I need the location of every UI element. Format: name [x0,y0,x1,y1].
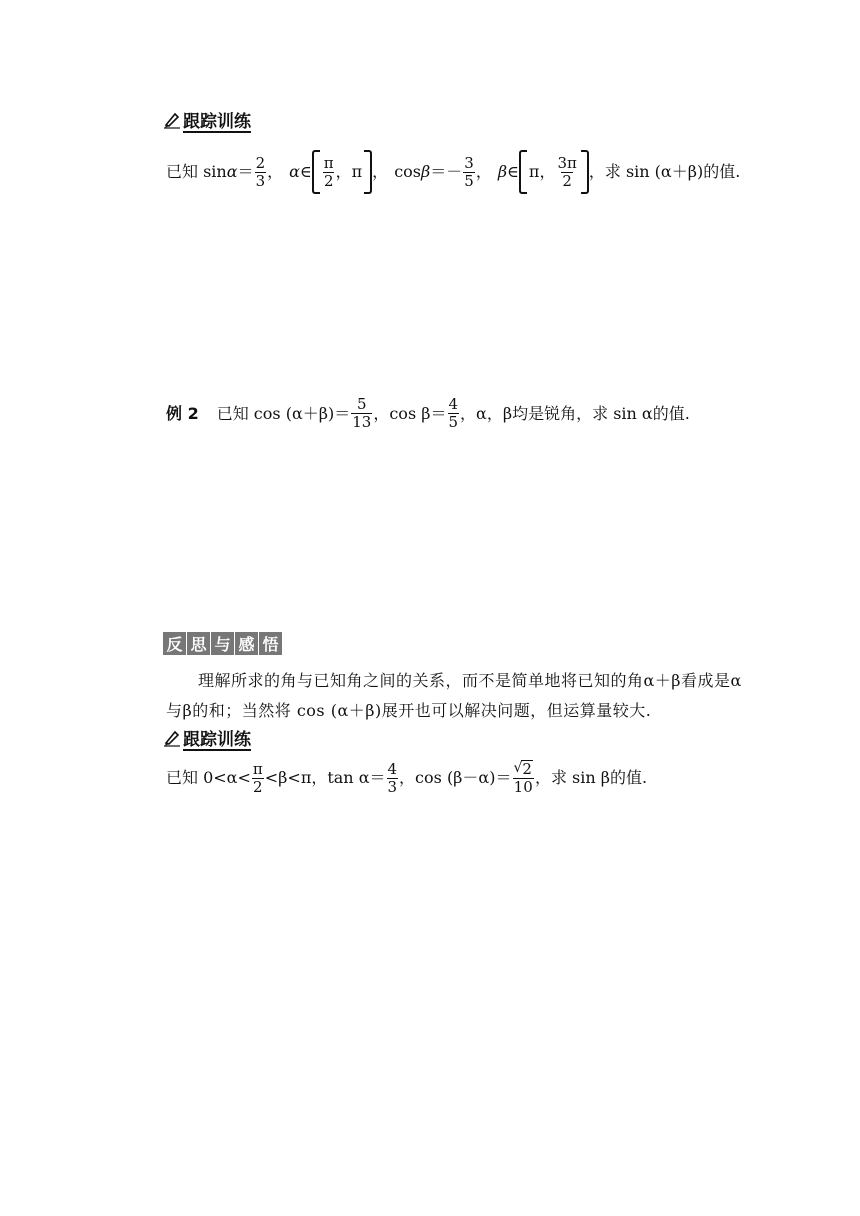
fraction: $\frac{3}{5}$ [464,153,474,190]
fraction: $\frac{3\pi}{2}$ [557,153,577,190]
left-bracket [519,150,527,194]
fraction: $\frac{4}{3}$ [387,759,398,796]
tracking-training-heading-1 [163,107,251,132]
left-bracket [312,150,320,194]
fraction: √ 2 10 [513,760,533,796]
tracking-training-heading-2 [163,725,251,750]
fraction: $\frac{2}{3}$ [255,153,266,190]
problem-1: 已知 sin α ＝ $\frac{2}{3}$ ， α ∈ $\frac{\pi}{2}$ ， π ， cos β ＝－ $\frac{3}{5}$ ， β ∈ π ， $\frac{3\pi}{2}$ ，求 sin (α＋β)的值. [166,150,740,194]
reflection-badge: 反 思 与 感 悟 [163,632,282,655]
pencil-icon [163,111,181,129]
pencil-icon [163,729,181,747]
reflection-text: 理解所求的角与已知角之间的关系，而不是简单地将已知的角α＋β看成是α与β的和；当然将 cos (α＋β)展开也可以解决问题，但运算量较大. [166,671,742,720]
sqrt: √ 2 [513,760,532,778]
heading-text: 跟踪训练 [183,730,251,750]
fraction: $\frac{\pi}{2}$ [323,153,334,190]
fraction: $\frac{4}{5}$ [448,395,459,431]
problem-2: 已知 0<α< $\frac{\pi}{2}$ <β<π，tan α＝ $\frac{4}{3}$ ，cos (β－α)＝ √ 2 10 ，求 sin β的值. [166,759,648,796]
right-bracket [364,150,372,194]
heading-text: 跟踪训练 [183,112,251,132]
fraction: $\frac{\pi}{2}$ [252,759,263,796]
example-label: 例 2 [166,403,199,423]
example-2: 例 2 已知 cos (α＋β)＝ $\frac{5}{13}$ ，cos β＝ $\frac{4}{5}$ ，α，β均是锐角，求 sin α的值. [166,395,690,431]
fraction: $\frac{5}{13}$ [352,395,372,431]
right-bracket [581,150,589,194]
